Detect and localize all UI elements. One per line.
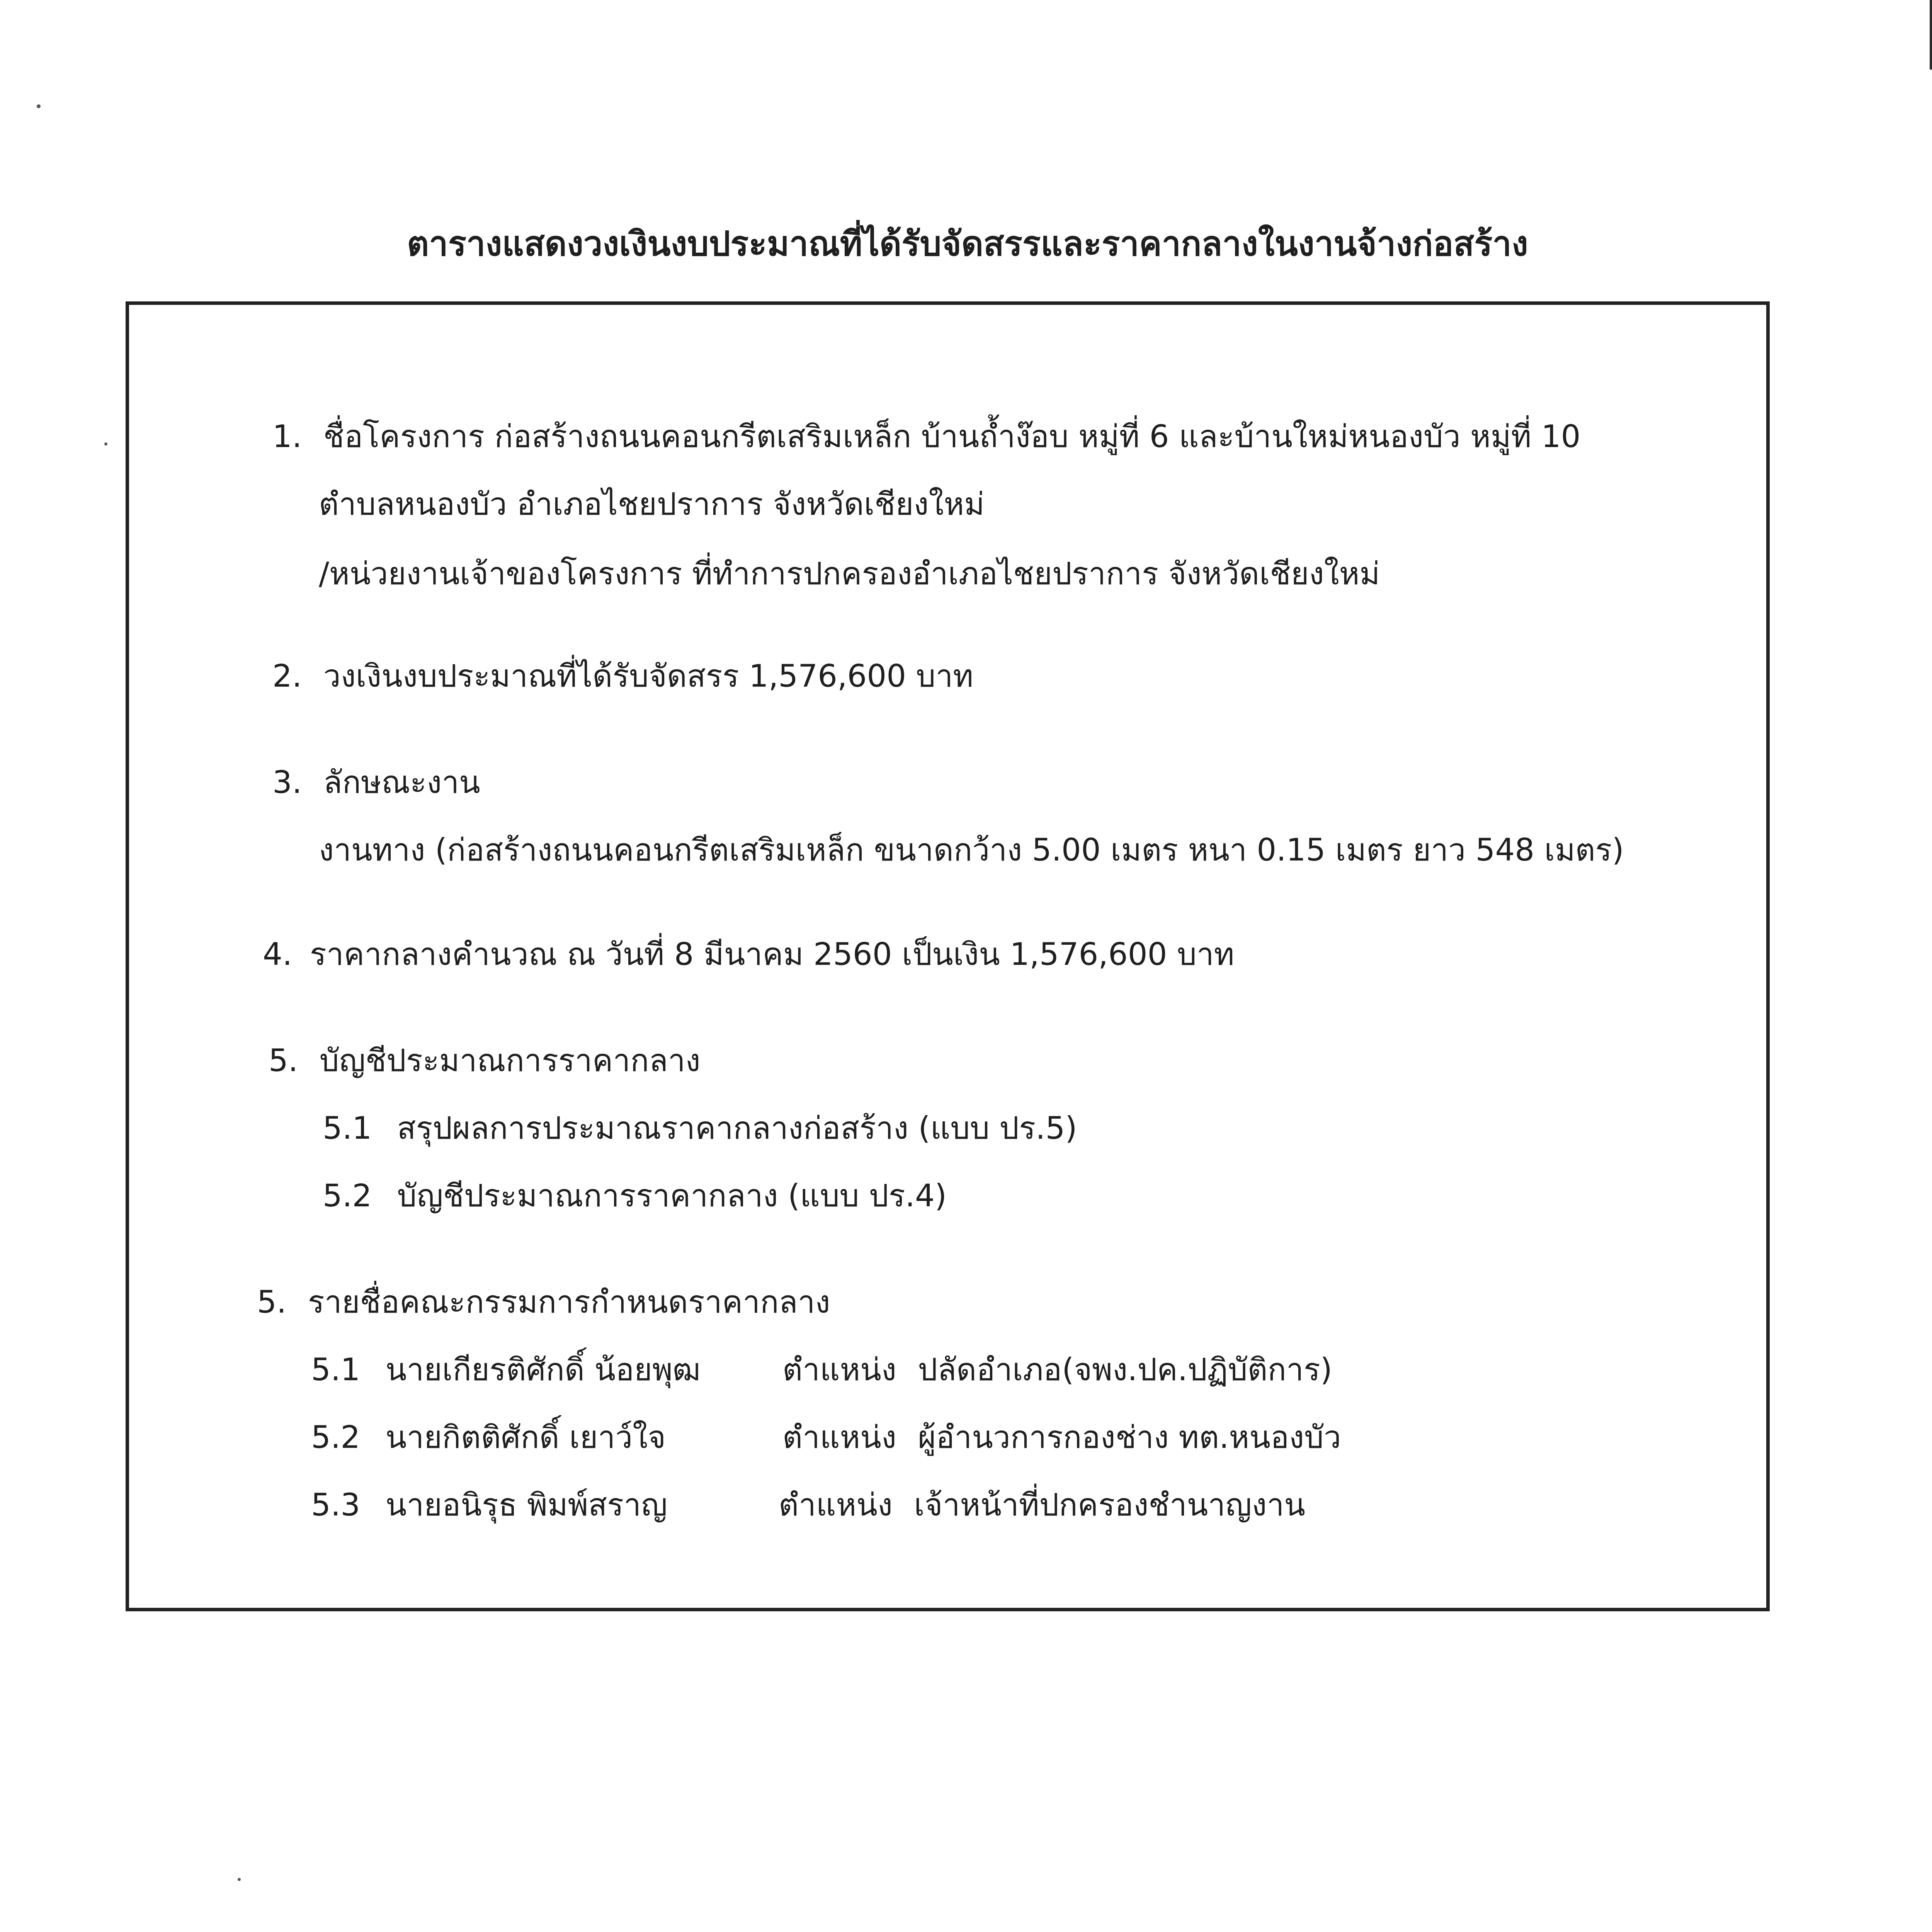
section-1-line-1 <box>272 417 1581 456</box>
member-number: 5.2 <box>311 1419 361 1455</box>
member-position-row <box>779 1486 1305 1524</box>
item-number: 5.1 <box>323 1110 372 1146</box>
scan-speck <box>37 104 41 108</box>
committee-heading <box>257 1283 830 1321</box>
member-number: 5.1 <box>311 1352 361 1388</box>
scan-speck <box>104 442 107 446</box>
committee-member <box>311 1350 701 1389</box>
project-owner: /หน่วยงานเจ้าของโครงการ ที่ทำการปกครองอำเภอไชยปราการ จังหวัดเชียงใหม่ <box>319 556 1380 592</box>
committee-title: รายชื่อคณะกรรมการกำหนดราคากลาง <box>308 1284 830 1320</box>
position-label: ตำแหน่ง <box>782 1419 896 1455</box>
position-label: ตำแหน่ง <box>779 1487 893 1523</box>
scan-edge-mark <box>1930 0 1932 70</box>
section-number: 2. <box>272 658 302 694</box>
section-4 <box>263 935 1234 974</box>
median-price: ราคากลางคำนวณ ณ วันที่ 8 มีนาคม 2560 เป็นเงิน 1,576,600 บาท <box>310 936 1235 972</box>
item-text: สรุปผลการประมาณราคากลางก่อสร้าง (แบบ ปร.5) <box>397 1110 1077 1146</box>
member-position: ปลัดอำเภอ(จพง.ปค.ปฏิบัติการ) <box>918 1352 1333 1388</box>
project-name: ชื่อโครงการ ก่อสร้างถนนคอนกรีตเสริมเหล็ก บ้านถ้ำง๊อบ หมู่ที่ 6 และบ้านใหม่หนองบัว หมู่ที่ 10 <box>323 418 1581 454</box>
section-number: 5. <box>269 1043 298 1078</box>
section-2 <box>272 657 973 696</box>
member-number: 5.3 <box>311 1487 361 1523</box>
section-number: 4. <box>263 936 293 972</box>
budget-allocated: วงเงินงบประมาณที่ได้รับจัดสรร 1,576,600 บาท <box>323 658 973 694</box>
committee-member <box>311 1418 666 1457</box>
item-number: 5.2 <box>323 1178 372 1214</box>
member-name: นายกิตติศักดิ์ เยาว์ใจ <box>385 1419 666 1455</box>
member-position-row <box>782 1350 1332 1389</box>
member-name: นายอนิรุธ พิมพ์สราญ <box>385 1487 668 1523</box>
section-3-heading <box>272 763 480 802</box>
section-number: 5. <box>257 1284 287 1320</box>
member-position-row <box>782 1418 1341 1457</box>
scan-speck <box>238 1878 241 1881</box>
committee-member <box>311 1486 667 1524</box>
document-title: ตารางแสดงวงเงินงบประมาณที่ได้รับจัดสรรและราคากลางในงานจ้างก่อสร้าง <box>407 224 1528 264</box>
section-5-heading <box>269 1041 701 1080</box>
section-number: 3. <box>272 764 302 800</box>
member-position: เจ้าหน้าที่ปกครองชำนาญงาน <box>914 1487 1306 1523</box>
price-estimate-heading: บัญชีประมาณการราคากลาง <box>319 1043 701 1078</box>
project-location: ตำบลหนองบัว อำเภอไชยปราการ จังหวัดเชียงใหม่ <box>319 486 985 522</box>
member-position: ผู้อำนวการกองช่าง ทต.หนองบัว <box>918 1419 1341 1455</box>
price-estimate-item <box>323 1177 947 1215</box>
price-estimate-item <box>323 1109 1077 1148</box>
work-type-heading: ลักษณะงาน <box>323 764 480 800</box>
work-type-detail: งานทาง (ก่อสร้างถนนคอนกรีตเสริมเหล็ก ขนาดกว้าง 5.00 เมตร หนา 0.15 เมตร ยาว 548 เมตร) <box>319 832 1624 868</box>
item-text: บัญชีประมาณการราคากลาง (แบบ ปร.4) <box>397 1178 947 1214</box>
section-number: 1. <box>272 418 302 454</box>
member-name: นายเกียรติศักดิ์ น้อยพุฒ <box>385 1352 701 1388</box>
position-label: ตำแหน่ง <box>782 1352 896 1388</box>
